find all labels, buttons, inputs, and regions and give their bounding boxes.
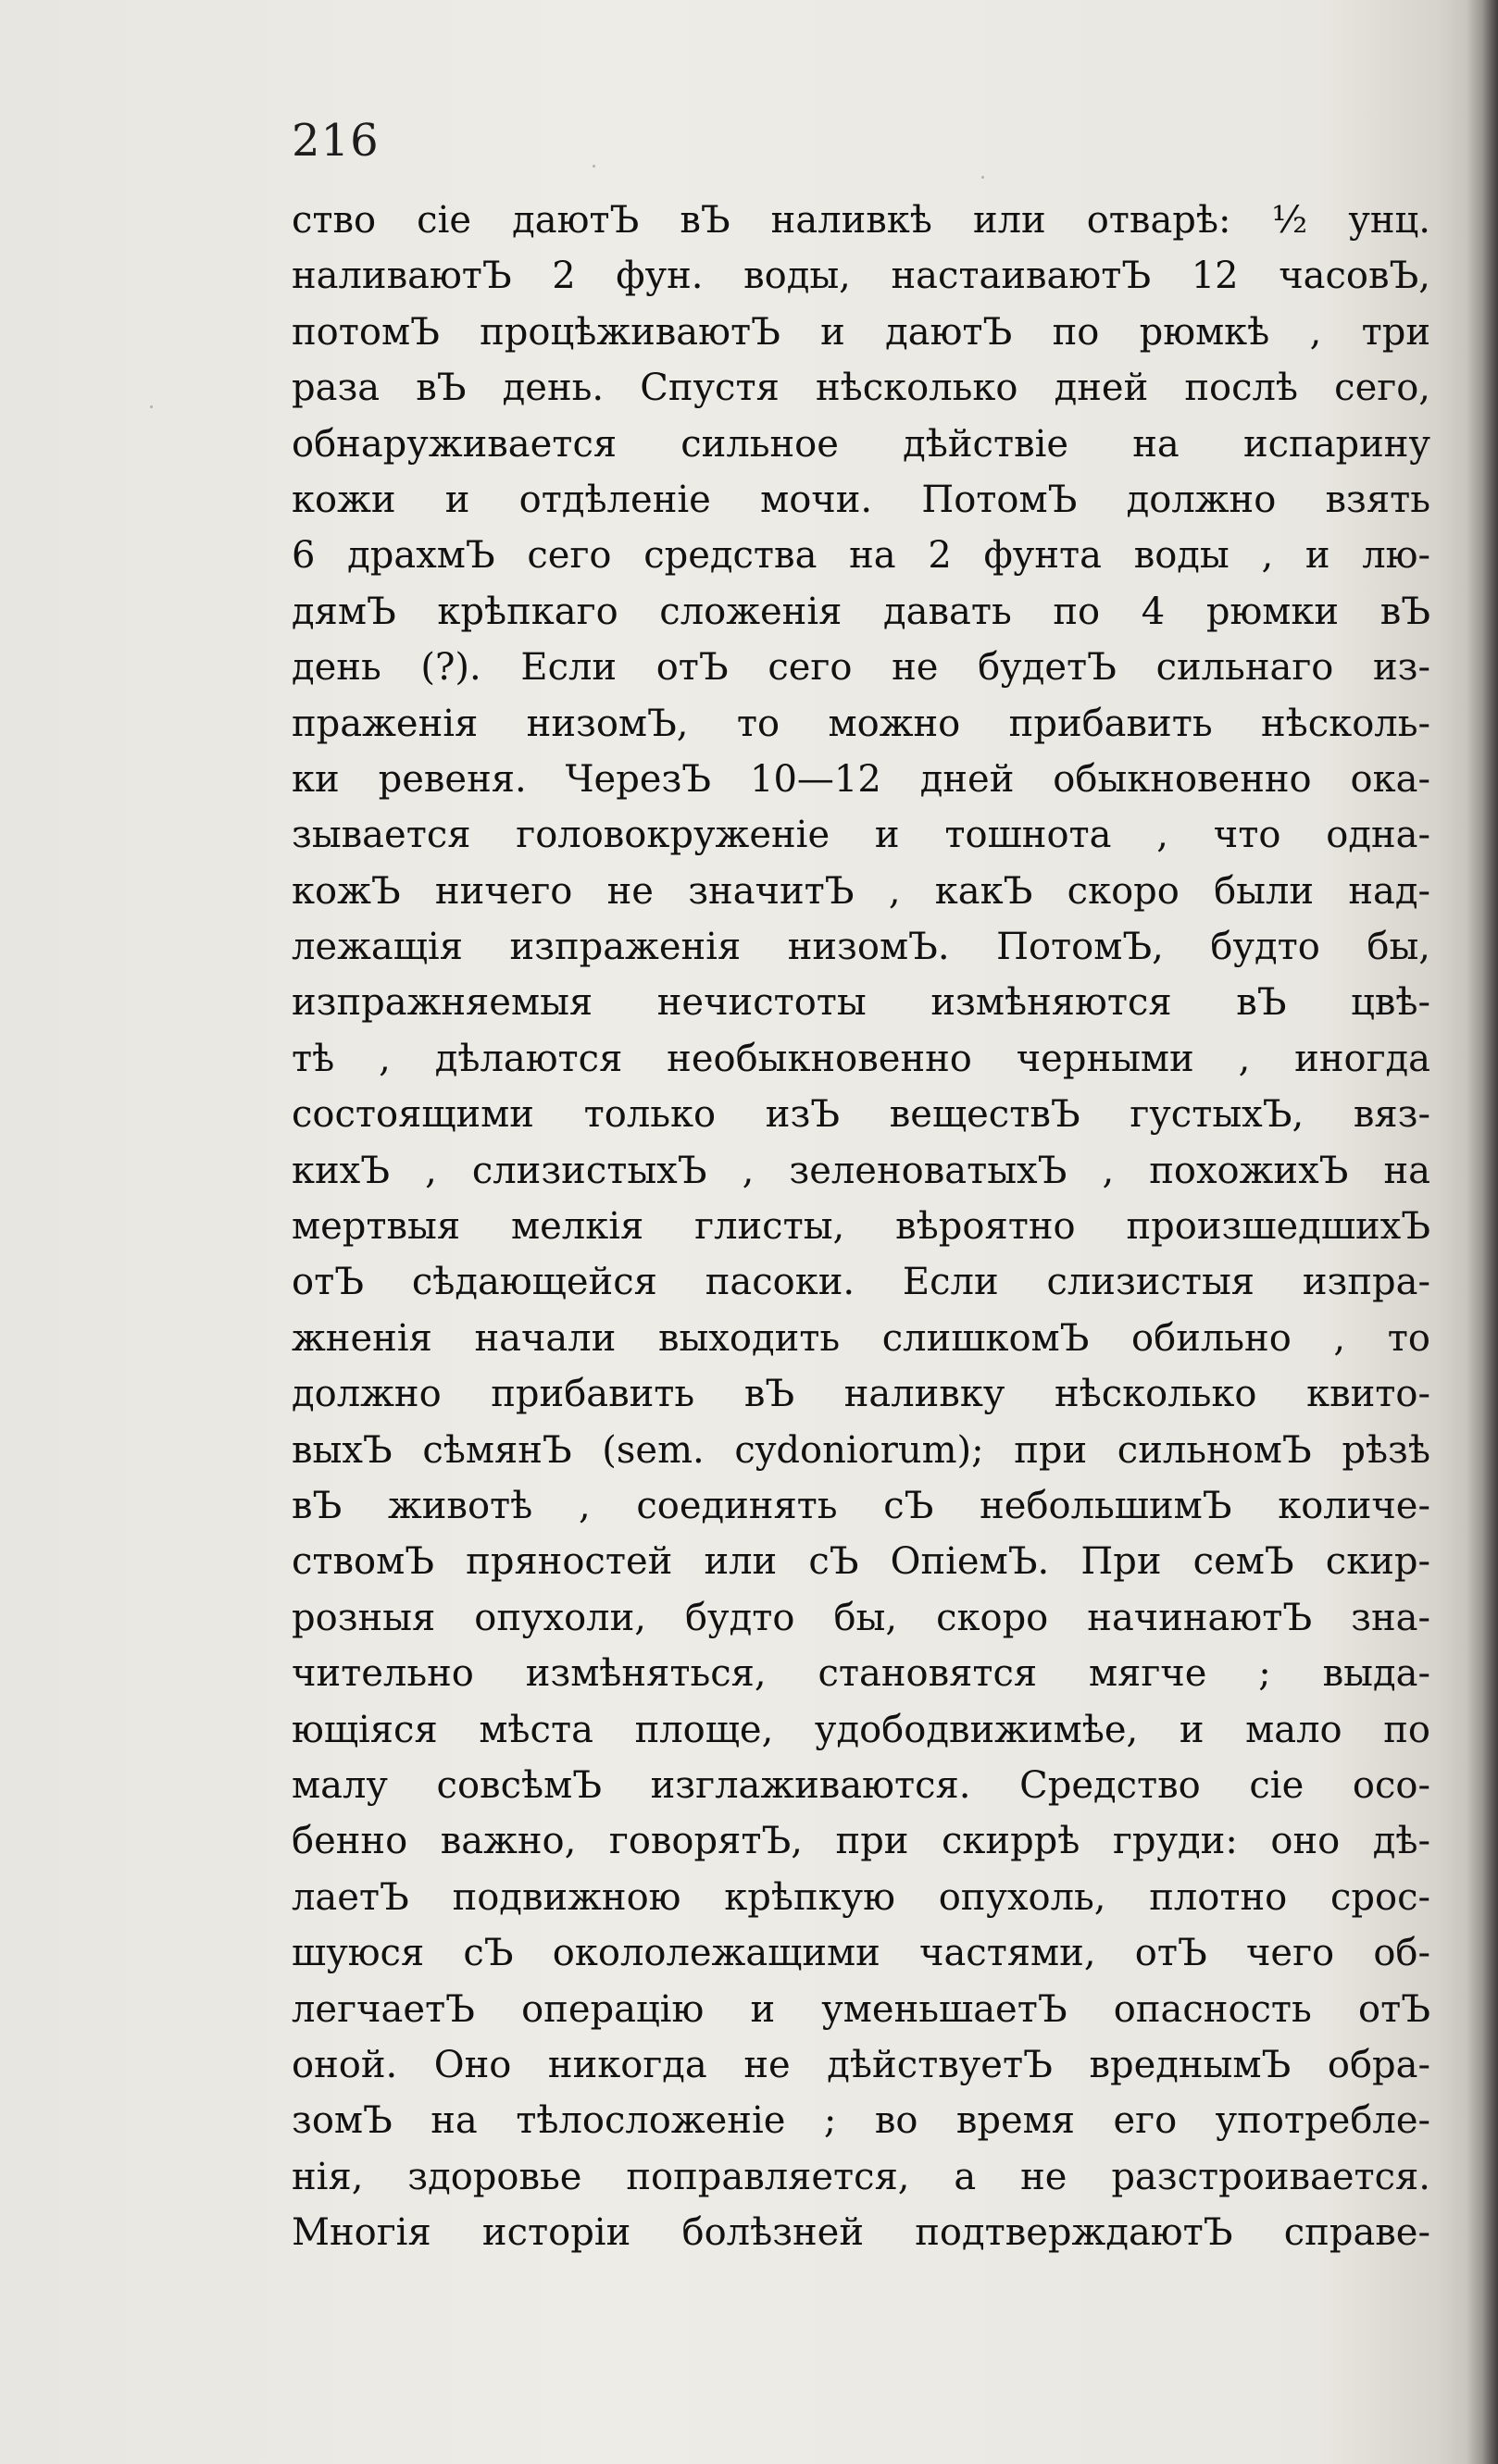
text-line: Многiя исторiи болѣзней подтверждаютЪ справе-	[292, 2211, 1430, 2255]
text-line: розныя опухоли, будто бы, скоро начинаютЪ зна-	[292, 1596, 1430, 1639]
text-line: кожи и отдѣленiе мочи. ПотомЪ должно взять	[292, 478, 1430, 521]
text-line: потомЪ процѣживаютЪ и даютЪ по рюмкѣ , три	[292, 310, 1430, 354]
text-line: должно прибавить вЪ наливку нѣсколько квито-	[292, 1373, 1430, 1416]
text-line: лежащiя изпраженiя низомЪ. ПотомЪ, будто бы,	[292, 926, 1430, 969]
text-line: день (?). Если отЪ сего не будетЪ сильнаго из-	[292, 646, 1430, 690]
paper-speck	[981, 176, 984, 179]
text-line: лаетЪ подвижною крѣпкую опухоль, плотно срос-	[292, 1875, 1430, 1919]
text-line: малу совсѣмЪ изглаживаются. Средство сiе осо-	[292, 1763, 1430, 1807]
text-line: тѣ , дѣлаются необыкновенно черными , иногда	[292, 1037, 1430, 1080]
text-line: ство сiе даютЪ вЪ наливкѣ или отварѣ: ½ унц.	[292, 199, 1430, 242]
text-line: раза вЪ день. Спустя нѣсколько дней послѣ сего,	[292, 367, 1430, 410]
text-line: ствомЪ пряностей или сЪ ОпiемЪ. При семЪ скир-	[292, 1540, 1430, 1584]
text-line: праженiя низомЪ, то можно прибавить нѣсколь-	[292, 702, 1430, 745]
text-line: отЪ сѣдающейся пасоки. Если слизистыя изпра-	[292, 1261, 1430, 1304]
text-line: обнаруживается сильное дѣйствiе на испарину	[292, 422, 1430, 466]
page-text	[292, 193, 1430, 2260]
page-edge-shadow	[1467, 0, 1498, 2464]
text-line: ющiяся мѣста площе, удободвижимѣе, и мало по	[292, 1708, 1430, 1751]
text-line: выхЪ сѣмянЪ (sem. cydoniorum); при сильномЪ рѣзѣ	[292, 1428, 1430, 1472]
text-line: мертвыя мелкiя глисты, вѣроятно произшедшихЪ	[292, 1205, 1430, 1249]
text-line: нiя, здоровье поправляется, а не разстроивается.	[292, 2155, 1430, 2198]
text-line: состоящими только изЪ веществЪ густыхЪ, вяз-	[292, 1093, 1430, 1137]
page-number: 216	[292, 115, 380, 167]
paper-speck	[593, 165, 595, 168]
text-line: легчаетЪ операцiю и уменьшаетЪ опасность отЪ	[292, 1987, 1430, 2031]
paper-speck	[150, 405, 153, 408]
text-line: бенно важно, говорятЪ, при скиррѣ груди: оно дѣ-	[292, 1820, 1430, 1863]
text-line: кихЪ , слизистыхЪ , зеленоватыхЪ , похожихЪ на	[292, 1149, 1430, 1192]
text-line: вЪ животѣ , соединять сЪ небольшимЪ количе-	[292, 1484, 1430, 1527]
text-line: кожЪ ничего не значитЪ , какЪ скоро были над-	[292, 869, 1430, 913]
text-line: зывается головокруженiе и тошнота , что одна-	[292, 814, 1430, 857]
text-line: ки ревеня. ЧерезЪ 10—12 дней обыкновенно ока-	[292, 757, 1430, 801]
text-line: шуюся сЪ окололежащими частями, отЪ чего об-	[292, 1932, 1430, 1975]
text-line: оной. Оно никогда не дѣйствуетЪ вреднымЪ обра-	[292, 2043, 1430, 2086]
text-line: наливаютЪ 2 фун. воды, настаиваютЪ 12 часовЪ,	[292, 255, 1430, 298]
text-line: зомЪ на тѣлосложенiе ; во время его употребле-	[292, 2099, 1430, 2143]
text-line: дямЪ крѣпкаго сложенiя давать по 4 рюмки вЪ	[292, 590, 1430, 633]
text-line: изпражняемыя нечистоты измѣняются вЪ цвѣ-	[292, 981, 1430, 1025]
text-line: жненiя начали выходить слишкомЪ обильно , то	[292, 1316, 1430, 1360]
text-line: чительно измѣняться, становятся мягче ; выда-	[292, 1652, 1430, 1696]
text-line: 6 драхмЪ сего средства на 2 фунта воды , и лю-	[292, 534, 1430, 578]
